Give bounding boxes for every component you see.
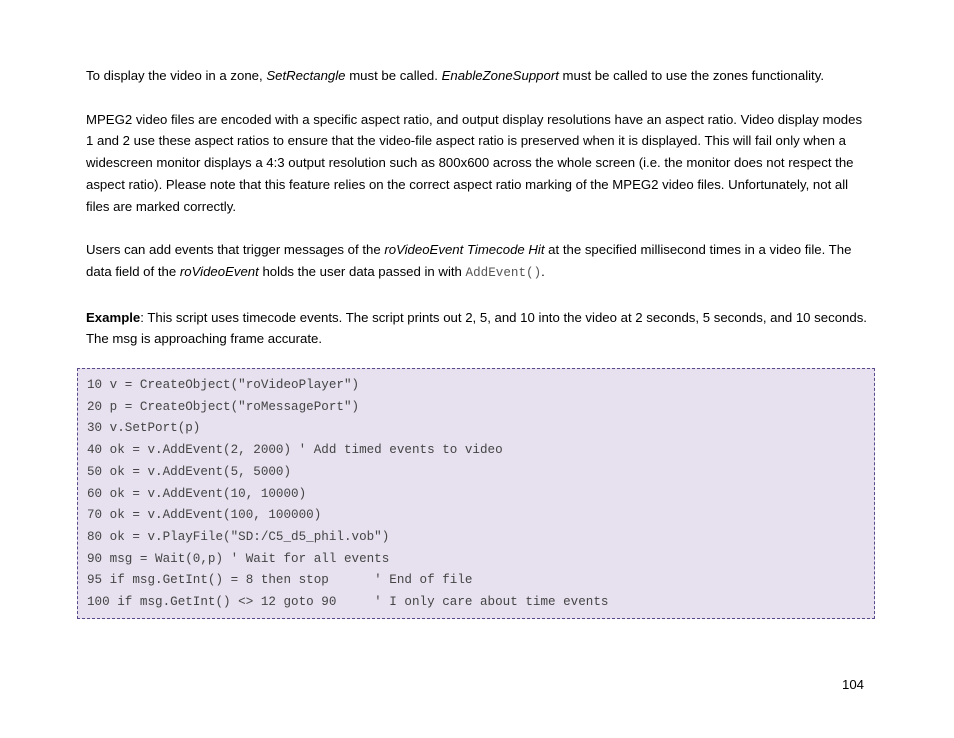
code-line: 50 ok = v.AddEvent(5, 5000)	[87, 464, 292, 479]
text: To display the video in a zone,	[86, 68, 267, 83]
paragraph-events	[86, 239, 868, 284]
text: holds the user data passed in with	[258, 263, 466, 279]
code-line: 90 msg = Wait(0,p) ' Wait for all events	[87, 551, 390, 566]
code-line: 20 p = CreateObject("roMessagePort")	[87, 399, 360, 414]
text: must be called.	[345, 68, 442, 83]
text: .	[541, 263, 545, 279]
text: must be called to use the zones functionality.	[558, 68, 824, 83]
code-line: 95 if msg.GetInt() = 8 then stop ' End of file	[87, 573, 473, 588]
term-setrectangle: SetRectangle	[266, 68, 346, 83]
code-line: 30 v.SetPort(p)	[87, 421, 201, 436]
term-enablezonesupport: EnableZoneSupport	[441, 68, 559, 83]
inline-code-addevent: AddEvent()	[465, 265, 542, 280]
term-timecode-hit: roVideoEvent Timecode Hit	[384, 242, 545, 258]
code-line: 40 ok = v.AddEvent(2, 2000) ' Add timed events to video	[87, 443, 503, 458]
code-line: 60 ok = v.AddEvent(10, 10000)	[87, 486, 307, 501]
paragraph-example	[86, 307, 868, 350]
text: : This script uses timecode events. The script prints out 2, 5, and 10 into the video at 2 seconds, 5 seconds, and 10 seconds. The msg is approaching frame accurate.	[86, 309, 867, 347]
paragraph-zones	[86, 65, 868, 87]
code-line: 10 v = CreateObject("roVideoPlayer")	[87, 378, 360, 392]
term-rovideoevent: roVideoEvent	[179, 263, 259, 279]
text: Users can add events that trigger messages of the	[86, 242, 385, 258]
code-line: 80 ok = v.PlayFile("SD:/C5_d5_phil.vob")	[87, 529, 390, 544]
code-line: 100 if msg.GetInt() <> 12 goto 90 ' I only care about time events	[87, 595, 609, 609]
text: at the specified millisecond times in a video file. The data field of the	[86, 242, 852, 279]
document-body	[86, 65, 868, 372]
example-label: Example	[86, 309, 141, 325]
page-number: 104	[842, 677, 865, 692]
code-line: 70 ok = v.AddEvent(100, 100000)	[87, 508, 322, 523]
code-block	[77, 368, 875, 619]
paragraph-aspect-ratio: MPEG2 video files are encoded with a specific aspect ratio, and output display resolutions have an aspect ratio. Video display modes 1 and 2 use these aspect ratios to ensure that the video-file aspect ratio is preserved when it is displayed. This will fail only when a widescreen monitor displays a 4:3 output resolution such as 800x600 across the whole screen (i.e. the monitor does not respect the aspect ratio). Please note that this feature relies on the correct aspect ratio marking of the MPEG2 video files. Unfortunately, not all files are marked correctly.	[86, 111, 863, 214]
